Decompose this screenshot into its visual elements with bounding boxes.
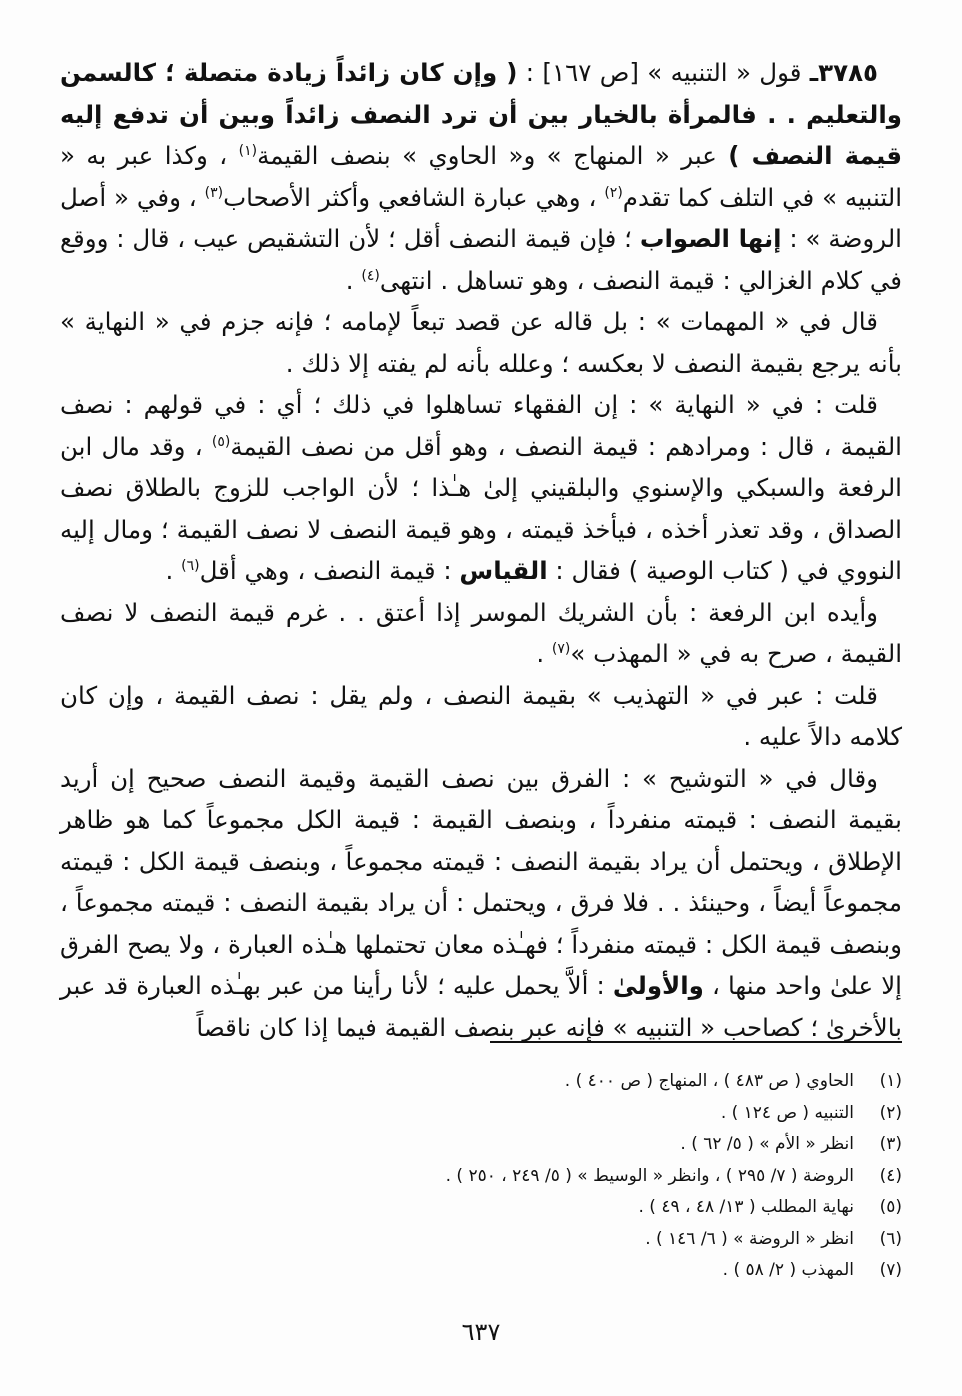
text-segment: قول « التنبيه » [ص ١٦٧] : <box>517 58 810 87</box>
footnote-text: المهذب ( ٢/ ٥٨ ) . <box>722 1260 854 1280</box>
footnote-marker: (١) <box>238 142 258 159</box>
footnote-text: الروضة ( ٧/ ٢٩٥ ) ، وانظر « الوسيط » ( ٥/ ٢٤٩ ، ٢٥٠ ) . <box>445 1165 854 1186</box>
text-segment: قال في « المهمات » : بل قاله عن قصد تبعاً لإمامه ؛ فإنه جزم في « النهاية » بأنه يرجع بقيمة النصف لا بعكسه ؛ وعلله بأنه لم يفته إلا ذلك . <box>60 307 902 378</box>
footnote <box>60 1098 902 1130</box>
footnote <box>60 1224 902 1256</box>
bold-text: والأولىٰ <box>612 971 704 1000</box>
footnote-text: نهاية المطلب ( ١٣/ ٤٨ ، ٤٩ ) . <box>638 1197 854 1217</box>
footnote-text: انظر « الأم » ( ٥/ ٦٢ ) . <box>680 1134 854 1154</box>
bold-text: ( وإن كان زائداً زيادة متصلة ؛ كالسمن والتعليم . . فالمرأة بالخيار بين أن ترد النصف زائداً وبين أن تدفع إليه قيمة النصف ) <box>60 58 902 170</box>
footnote-text: الحاوي ( ص ٤٨٣ ) ، المنهاج ( ص ٤٠٠ ) . <box>564 1071 854 1091</box>
footnote-number: (٣) <box>879 1134 902 1154</box>
footnote-marker: (٢) <box>604 184 623 201</box>
footnote <box>60 1129 902 1161</box>
text-segment: ، وهي عبارة الشافعي وأكثر الأصحاب <box>223 182 605 212</box>
text-segment: : قيمة النصف ، وهي أقل <box>199 556 460 585</box>
text-segment: ؛ فإن قيمة النصف أقل ؛ لأن التشقيص عيب ، قال : ووقع في كلام الغزالي : قيمة النصف ، وهو تساهل . انتهى <box>60 224 902 295</box>
text-segment: ، وفي « أصل الروضة » : <box>60 182 902 253</box>
text-segment: وقال في « التوشيح » : الفرق بين نصف القيمة وقيمة النصف صحيح إن أريد بقيمة النصف : قيمته منفرداً ، وبنصف القيمة : قيمة الكل مجموعاً كما هو ظاهر الإطلاق ، ويحتمل أن يراد بقيمة النصف : قيمته مجموعاً ، وبنصف قيمة الكل : قيمته مجموعاً أيضاً ، وحينئذ . . فلا فرق ، ويحتمل : أن يراد بقيمة النصف : قيمته مجموعاً ، وبنصف قيمة الكل : قيمته منفرداً ؛ فهـٰذه معان تحتملها هـٰذه العبارة ، ولا يصح الفرق إلا علىٰ واحد منها ، <box>60 763 902 1000</box>
paragraph <box>60 592 902 675</box>
text-segment: : ألاَّ يحمل عليه ؛ لأنا رأينا من عبر بهـٰذه العبارة قد عبر بالأخرىٰ ؛ كصاحب « التنبيه » فإنه عبر بنصف القيمة فيما إذا كان ناقصاً <box>60 971 902 1042</box>
footnote-separator <box>490 1041 902 1043</box>
footnote-marker: (٣) <box>204 184 224 201</box>
footnote <box>60 1192 902 1224</box>
text-segment: عبر « المنهاج » و« الحاوي » بنصف القيمة <box>257 141 729 170</box>
footnote-number: (٥) <box>879 1197 902 1217</box>
footnote-marker: (٦) <box>181 557 200 574</box>
text-segment: . <box>536 639 552 668</box>
bold-text: إنها الصواب <box>639 224 782 253</box>
page-number: ٦٣٧ <box>461 1318 501 1346</box>
main-text <box>60 52 902 1048</box>
footnote-marker: (٧) <box>551 640 571 657</box>
footnote <box>60 1066 902 1098</box>
footnote-number: (١) <box>879 1071 902 1091</box>
paragraph <box>60 675 902 758</box>
paragraph <box>60 301 902 384</box>
paragraph <box>60 758 902 1049</box>
footnote-number: (٤) <box>879 1165 902 1186</box>
paragraph <box>60 52 902 301</box>
footnotes <box>60 1066 902 1287</box>
footnote-number: (٧) <box>879 1260 902 1280</box>
footnote-marker: (٤) <box>361 267 380 284</box>
bold-text: القياس <box>459 556 548 585</box>
footnote-number: (٢) <box>879 1102 902 1123</box>
text-segment: ، وقد مال ابن الرفعة والسبكي والإسنوي والبلقيني إلىٰ هـٰذا ؛ لأن الواجب للزوج بالطلاق نصف الصداق ، وقد تعذر أخذه ، فيأخذ قيمته ، وهو قيمة النصف لا نصف القيمة ؛ ومال إليه النووي في ( كتاب الوصية ) فقال : <box>60 431 902 585</box>
bold-text: ٣٧٨٥ـ <box>809 58 878 87</box>
text-segment: قلت : في « النهاية » : إن الفقهاء تساهلوا في ذلك ؛ أي : في قولهم : نصف القيمة ، قال : ومرادهم : قيمة النصف ، وهو أقل من نصف القيمة <box>60 390 902 461</box>
text-segment: ، وكذا عبر به « التنبيه » في التلف كما تقدم <box>60 141 902 212</box>
footnote-text: التنبيه ( ص ١٢٤ ) . <box>720 1102 854 1123</box>
paragraph <box>60 384 902 592</box>
footnote <box>60 1161 902 1193</box>
text-segment: قلت : عبر في « التهذيب » بقيمة النصف ، ولم يقل : نصف القيمة ، وإن كان كلامه دالاً عليه . <box>60 680 902 751</box>
footnote <box>60 1255 902 1287</box>
text-segment: . <box>165 556 182 585</box>
footnote-marker: (٥) <box>211 433 231 450</box>
footnote-number: (٦) <box>879 1228 902 1249</box>
footnote-text: انظر « الروضة » ( ٦/ ١٤٦ ) . <box>645 1228 854 1249</box>
text-segment: وأيده ابن الرفعة : بأن الشريك الموسر إذا أعتق . . غرم قيمة النصف لا نصف القيمة ، صرح به في « المهذب » <box>60 597 902 668</box>
text-segment: . <box>345 265 362 295</box>
